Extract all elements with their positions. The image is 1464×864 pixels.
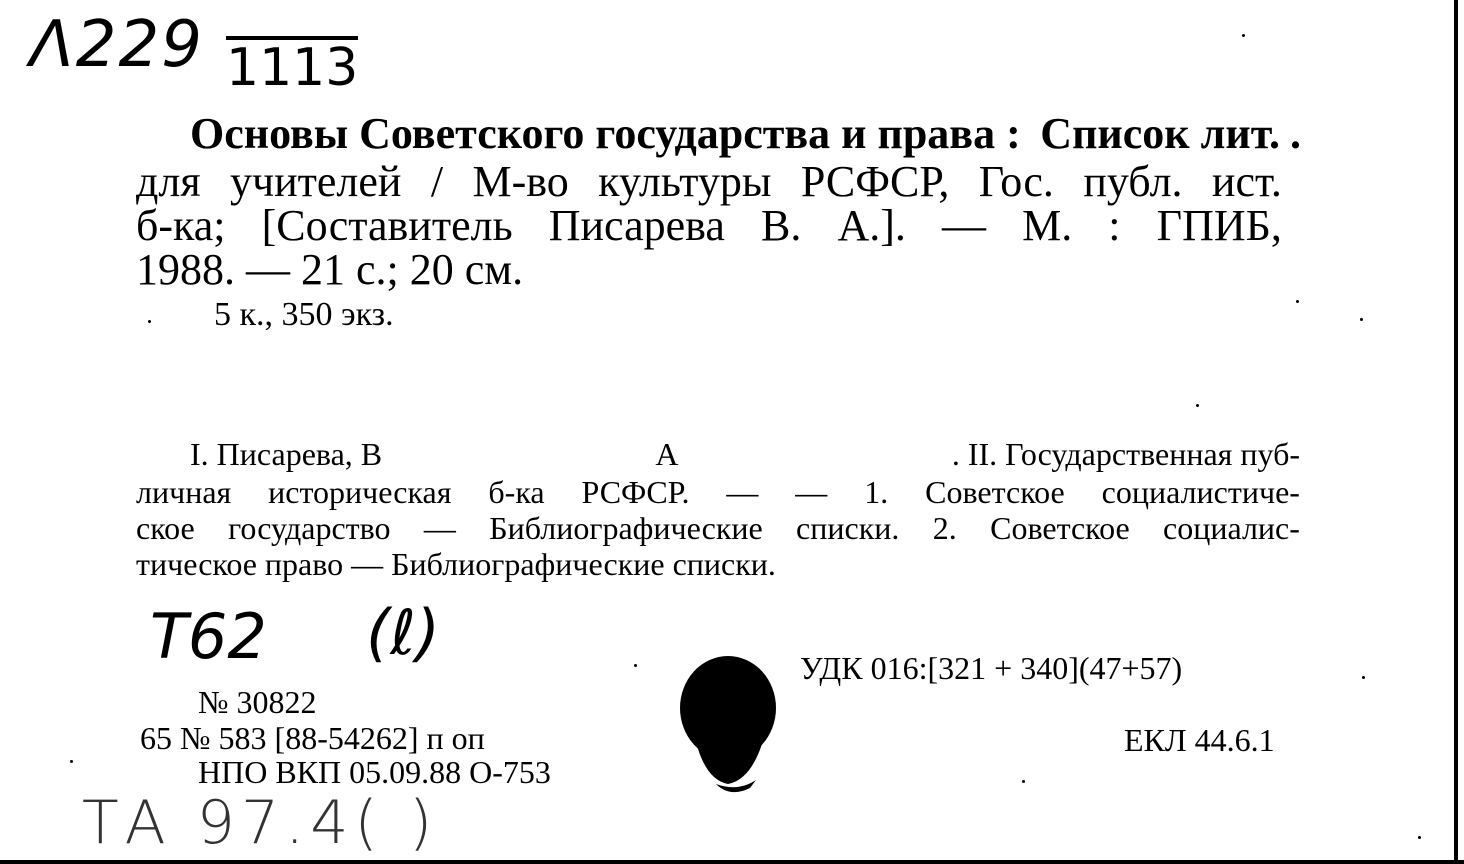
imprint-order: 65 № 583 [88-54262] п оп	[140, 720, 485, 756]
speck	[148, 320, 151, 323]
title-line-1-dot: .	[1290, 109, 1301, 158]
imprint-npo: НПО ВКП 05.09.88 О-753	[198, 754, 551, 790]
speck	[1196, 404, 1199, 407]
title-line-2: для учителей / М-во культуры РСФСР, Гос. публ. ист.	[136, 157, 1282, 206]
handwritten-bottom-note: ТА 97.4( )	[82, 788, 439, 858]
speck	[1418, 836, 1421, 839]
price-circulation: 5 к., 350 экз.	[214, 296, 394, 333]
punch-hole	[676, 652, 780, 802]
title-type: Список лит.	[1040, 109, 1280, 158]
imprint-number: № 30822	[198, 684, 317, 720]
handwritten-signature: Т62	[150, 600, 267, 673]
title-line-1	[190, 108, 1280, 159]
speck	[634, 664, 637, 667]
subjects-line-1: I. Писарева, В А . II. Государственная пуб-	[190, 436, 1300, 472]
title-main: Основы Советского государства и права :	[190, 109, 1021, 158]
speck	[1360, 318, 1363, 321]
speck	[1242, 34, 1245, 37]
card-edge-right	[1454, 0, 1458, 864]
title-line-4: 1988. — 21 с.; 20 см.	[136, 245, 524, 294]
handwritten-fraction: 1113	[226, 38, 359, 98]
title-line-3: б-ка; [Составитель Писарева В. А.]. — М. : ГПИБ,	[136, 201, 1282, 250]
udk-code: УДК 016:[321 + 340](47+57)	[800, 650, 1183, 686]
speck	[1296, 300, 1299, 303]
speck	[1022, 780, 1025, 783]
handwritten-shelfmark: Λ229	[30, 8, 204, 82]
speck	[70, 760, 73, 763]
card-edge-bottom	[0, 860, 1464, 864]
subjects-line-4: тическое право — Библиографические списки.	[136, 546, 776, 582]
handwritten-signature-mark: (ℓ)	[366, 596, 440, 669]
ekl-code: ЕКЛ 44.6.1	[1124, 722, 1275, 758]
subjects-line-2: личная историческая б-ка РСФСР. — — 1. Советское социалистиче-	[136, 474, 1300, 510]
speck	[1362, 676, 1365, 679]
subjects-line-3: ское государство — Библиографические списки. 2. Советское социалис-	[136, 510, 1300, 546]
